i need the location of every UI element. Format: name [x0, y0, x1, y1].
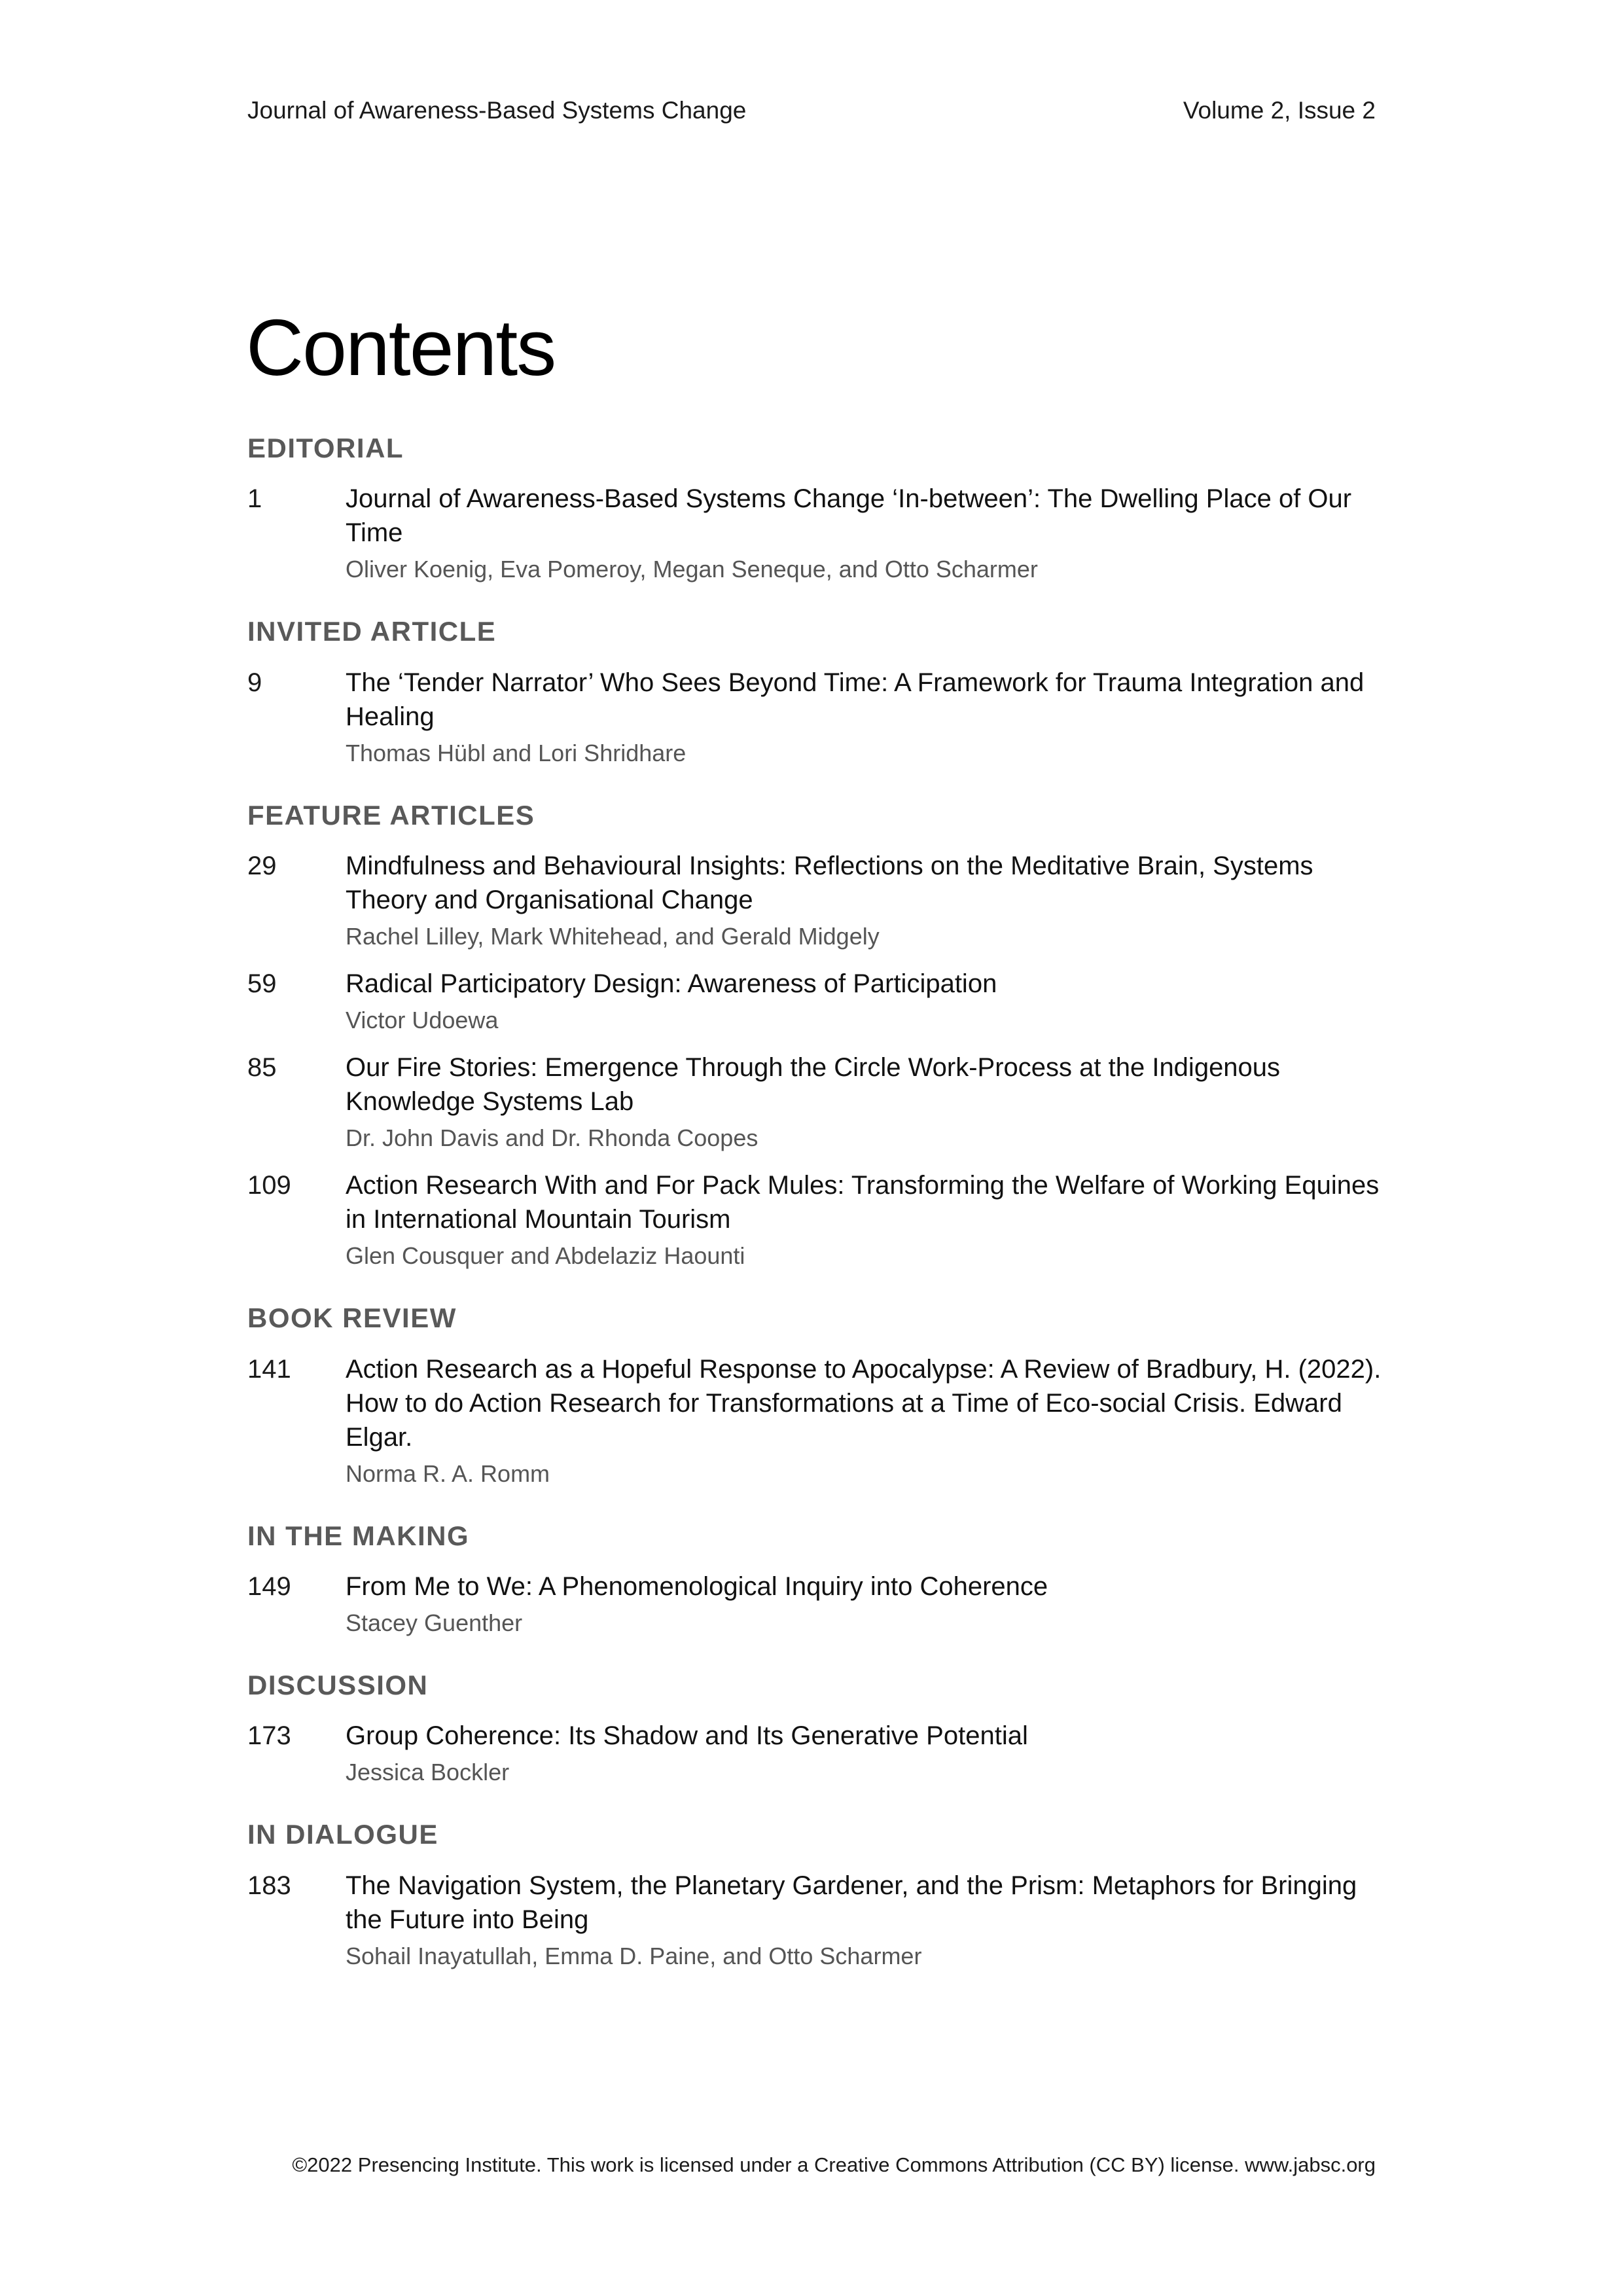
entry-title[interactable]: Action Research as a Hopeful Response to Apocalypse: A Review of Bradbury, H. (2022). How to do Action Research for Transformations at a Time of Eco-social Crisis. Edward Elgar.: [346, 1354, 1382, 1452]
entry-title[interactable]: Our Fire Stories: Emergence Through the Circle Work-Process at the Indigenous Knowledge Systems Lab: [346, 1053, 1281, 1117]
entry-body: [346, 1352, 1399, 1490]
toc-section: [247, 432, 1399, 585]
entry-body: [346, 849, 1399, 952]
toc-entry[interactable]: [247, 1352, 1399, 1490]
entry-body: [346, 666, 1399, 769]
entry-page-number: 109: [247, 1171, 291, 1200]
entry-page-number: 59: [247, 969, 277, 999]
entry-authors: Jessica Bockler: [346, 1759, 510, 1786]
entry-title[interactable]: The Navigation System, the Planetary Gardener, and the Prism: Metaphors for Bringing the Future into Being: [346, 1871, 1357, 1934]
entry-body: [346, 1719, 1399, 1788]
section-heading: IN THE MAKING: [247, 1520, 470, 1551]
entry-authors: Oliver Koenig, Eva Pomeroy, Megan Seneque, and Otto Scharmer: [346, 556, 1038, 583]
toc-section: [247, 1302, 1399, 1489]
toc-section: [247, 615, 1399, 768]
entry-body: [346, 482, 1399, 585]
entry-body: [346, 1050, 1399, 1154]
toc-entry[interactable]: [247, 1050, 1399, 1154]
entry-title[interactable]: From Me to We: A Phenomenological Inquiry into Coherence: [346, 1571, 1048, 1601]
toc-section: [247, 1818, 1399, 1971]
entry-authors: Glen Cousquer and Abdelaziz Haounti: [346, 1242, 745, 1270]
entry-page-number: 9: [247, 668, 262, 697]
section-heading: EDITORIAL: [247, 433, 404, 463]
toc-entry[interactable]: [247, 967, 1399, 1036]
entry-body: [346, 1168, 1399, 1272]
entry-body: [346, 1570, 1399, 1639]
entry-page-number: 183: [247, 1871, 291, 1900]
entry-body: [346, 1869, 1399, 1972]
license-footer: ©2022 Presencing Institute. This work is licensed under a Creative Commons Attribution (CC BY) license. www.jabsc.org: [292, 2153, 1376, 2176]
section-heading: INVITED ARTICLE: [247, 616, 497, 647]
entry-page-number: 141: [247, 1354, 291, 1384]
entry-authors: Thomas Hübl and Lori Shridhare: [346, 739, 687, 766]
entry-body: [346, 967, 1399, 1036]
journal-name: Journal of Awareness-Based Systems Change: [247, 97, 747, 124]
entry-page-number: 85: [247, 1053, 277, 1083]
section-heading: BOOK REVIEW: [247, 1302, 457, 1334]
toc-entry[interactable]: [247, 1570, 1399, 1639]
entry-title[interactable]: Journal of Awareness-Based Systems Change ‘In-between’: The Dwelling Place of Our Time: [346, 484, 1352, 548]
toc-section: [247, 1520, 1399, 1639]
entry-authors: Norma R. A. Romm: [346, 1460, 550, 1487]
toc-section: [247, 799, 1399, 1272]
toc-entry[interactable]: [247, 666, 1399, 769]
entry-authors: Sohail Inayatullah, Emma D. Paine, and Otto Scharmer: [346, 1942, 922, 1969]
entry-title[interactable]: Mindfulness and Behavioural Insights: Reflections on the Meditative Brain, Systems Theory and Organisational Change: [346, 852, 1313, 915]
entry-page-number: 29: [247, 852, 277, 881]
entry-authors: Stacey Guenther: [346, 1609, 523, 1636]
entry-page-number: 1: [247, 484, 262, 514]
toc-entry[interactable]: [247, 1869, 1399, 1972]
toc-entry[interactable]: [247, 1168, 1399, 1272]
toc-entry[interactable]: [247, 482, 1399, 585]
toc-entry[interactable]: [247, 849, 1399, 952]
entry-title[interactable]: The ‘Tender Narrator’ Who Sees Beyond Time: A Framework for Trauma Integration and Healing: [346, 668, 1364, 731]
entry-title[interactable]: Group Coherence: Its Shadow and Its Generative Potential: [346, 1721, 1028, 1751]
toc-entry[interactable]: [247, 1719, 1399, 1788]
table-of-contents: [247, 432, 1399, 2002]
entry-page-number: 173: [247, 1721, 291, 1751]
entry-title[interactable]: Action Research With and For Pack Mules: Transforming the Welfare of Working Equines in International Mountain Tourism: [346, 1171, 1380, 1234]
section-heading: DISCUSSION: [247, 1669, 429, 1700]
entry-authors: Victor Udoewa: [346, 1007, 499, 1034]
volume-issue: Volume 2, Issue 2: [1183, 97, 1376, 124]
page-title: Contents: [246, 303, 556, 392]
section-heading: FEATURE ARTICLES: [247, 799, 535, 831]
entry-page-number: 149: [247, 1571, 291, 1601]
entry-title[interactable]: Radical Participatory Design: Awareness of Participation: [346, 969, 997, 999]
section-heading: IN DIALOGUE: [247, 1819, 438, 1850]
running-header: [247, 97, 1376, 124]
toc-section: [247, 1669, 1399, 1788]
entry-authors: Rachel Lilley, Mark Whitehead, and Gerald Midgely: [346, 923, 880, 950]
entry-authors: Dr. John Davis and Dr. Rhonda Coopes: [346, 1124, 758, 1152]
